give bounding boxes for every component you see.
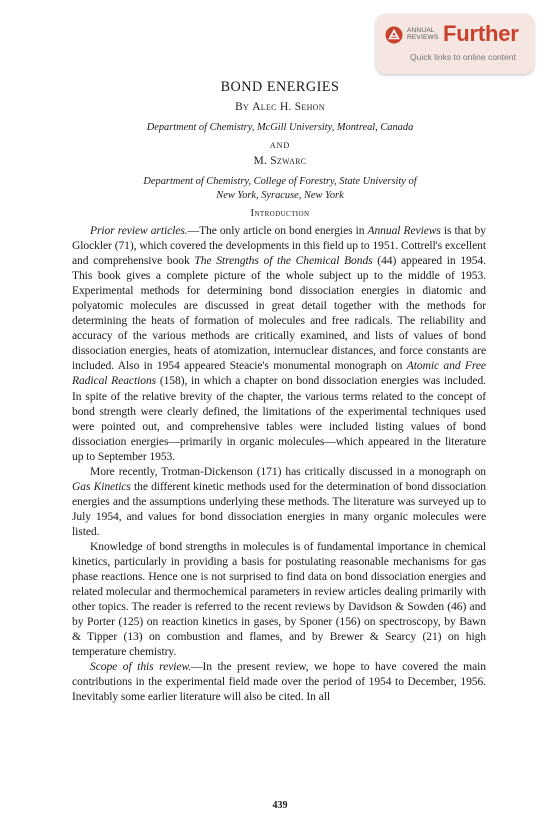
paragraph-text: (44) appeared in 1954. This book gives a complete picture of the whole subject up to the middle of 1953. Experimental methods for determining bond dissociation energies in diatomic and polyatomic molecules are discussed in great detail together with the methods for determining the heats of formation of molecules and free radicals. The reliability and accuracy of the various methods are critically examined, and lists of values of bond dissociation energies, heats of atomization, internuclear distances, and force constants are included. Also in 1954 appeared Steacie's monumental monograph on [72, 255, 486, 373]
body-paragraph [72, 465, 486, 540]
affiliation-2-line-2: New York, Syracuse, New York [216, 189, 344, 201]
article-title: BOND ENERGIES [220, 79, 340, 95]
author-1-name: Alec H. Sehon [252, 101, 325, 113]
paragraph-lead: Scope of this review. [90, 661, 192, 674]
affiliation-2 [0, 175, 560, 203]
paragraph-text: —The only article on bond energies in [187, 225, 368, 237]
affiliation-1: Department of Chemistry, McGill University, Montreal, Canada [146, 122, 414, 133]
body-paragraph [72, 540, 486, 660]
author-2-name: M. Szwarc [253, 155, 307, 167]
author-1-prefix: By [235, 101, 250, 113]
body-paragraph [72, 224, 486, 465]
paragraph-lead: Prior review articles. [90, 225, 188, 237]
further-label: Further [443, 21, 519, 46]
author-2 [0, 155, 560, 167]
annual-reviews-logo-icon [385, 26, 403, 44]
paragraph-text: (158), in which a chapter on bond dissociation energies was included. In spite of the relative brevity of the chapter, the various terms related to the concept of bond strength were clearly defined, the limitations of the experimental techniques used were pointed out, and comprehensive tables were included listing values of bond dissociation energies—primarily in organic molecules—which appeared in the literature up to September 1953. [72, 375, 486, 463]
paragraph-text: —In the present review, we hope to have covered the main contributions in the experimental field made over the period of 1954 to December, 1956. Inevitably some earlier literature will also be cited. In all [72, 661, 486, 704]
italic-text: Annual Reviews [367, 225, 441, 237]
annual-label: ANNUAL [407, 27, 435, 34]
body-paragraph [72, 660, 486, 705]
page-number: 439 [272, 800, 288, 811]
italic-text: Atomic and Free Radical Reactions [72, 360, 486, 388]
further-banner[interactable] [376, 14, 534, 74]
and-separator: AND [269, 141, 291, 150]
quick-links-text[interactable]: Quick links to online content [410, 52, 516, 62]
affiliation-2-line-1: Department of Chemistry, College of Forestry, State University of [143, 176, 417, 187]
author-1 [0, 101, 560, 113]
italic-text: Gas Kinetics [72, 480, 131, 493]
annual-reviews-wordmark [407, 27, 438, 41]
paragraph-text: is that by Glockler (71), which covered the developments in this field up to 1951. Cottrell's excellent and comprehensive book [72, 225, 486, 268]
article-body [72, 224, 486, 706]
paragraph-text: the different kinetic methods used for the determination of bond dissociation energies and the assumptions underlying these methods. The literature was surveyed up to July 1954, and values for bond dissociation energies in many organic molecules were listed. [72, 480, 487, 538]
paragraph-text: Knowledge of bond strengths in molecules is of fundamental importance in chemical kinetics, particularly in providing a basis for postulating reasonable mechanisms for gas phase reactions. Hence one is not surprised to find data on bond dissociation energies and related molecular and thermochemical parameters in review articles dealing primarily with other topics. The reader is referred to the recent reviews by Davidson & Sowden (46) and by Porter (125) on reaction kinetics in gases, by Sponer (156) on spectroscopy, by Bawn & Tipper (13) on combustion and flames, and by Brewer & Searcy (21) on high temperature chemistry. [72, 540, 486, 659]
italic-text: The Strengths of the Chemical Bonds [194, 255, 373, 268]
section-heading: Introduction [250, 208, 310, 219]
reviews-label: REVIEWS [407, 34, 439, 41]
paragraph-text: More recently, Trotman-Dickenson (171) has critically discussed in a monograph on [90, 465, 486, 478]
